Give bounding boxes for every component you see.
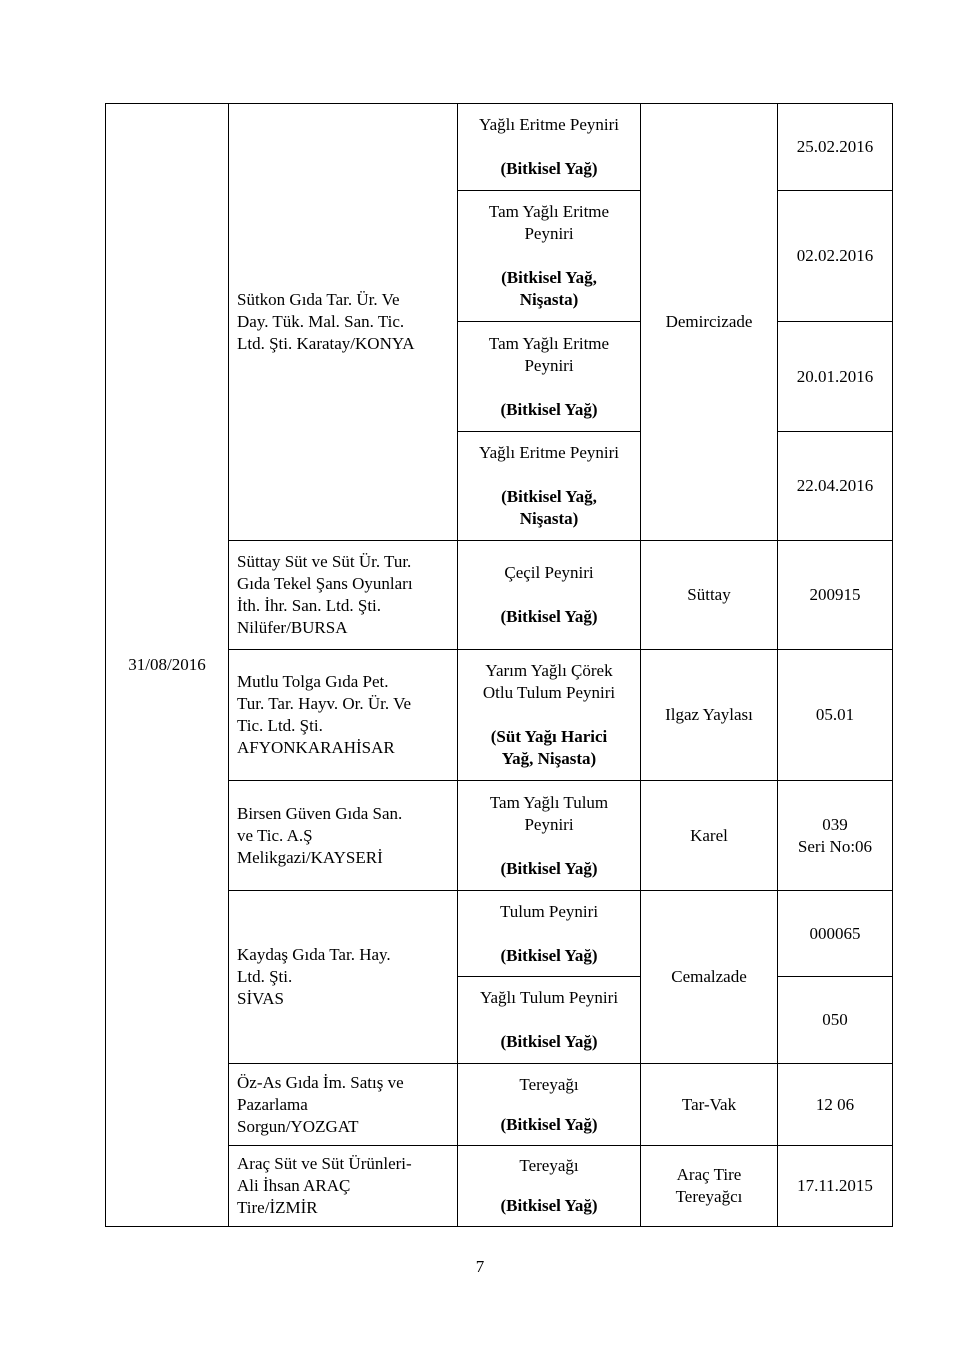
product-name: Tereyağı xyxy=(519,1156,579,1175)
lot-cell: 12 06 xyxy=(778,1064,893,1146)
product-note: (Bitkisel Yağ) xyxy=(500,858,598,878)
lot-cell: 17.11.2015 xyxy=(778,1146,893,1227)
lot-cell: 25.02.2016 xyxy=(778,104,893,191)
product-name: Yağlı Tulum Peyniri xyxy=(479,988,619,1007)
lot-cell: 039 Seri No:06 xyxy=(778,781,893,891)
product-cell xyxy=(458,891,641,977)
product-cell xyxy=(458,1146,641,1227)
company-cell: Kaydaş Gıda Tar. Hay. Ltd. Şti. SİVAS xyxy=(229,891,458,1064)
product-cell xyxy=(458,432,641,541)
product-name: Yağlı Eritme Peyniri xyxy=(479,443,619,462)
product-cell xyxy=(458,1064,641,1146)
product-cell xyxy=(458,650,641,781)
table-row xyxy=(106,104,893,191)
product-name: Tam Yağlı Tulum Peyniri xyxy=(489,792,609,834)
brand-cell: Araç Tire Tereyağcı xyxy=(641,1146,778,1227)
product-note: (Bitkisel Yağ) xyxy=(500,1032,598,1051)
product-name: Tam Yağlı Eritme Peyniri xyxy=(488,202,610,243)
company-cell: Araç Süt ve Süt Ürünleri- Ali İhsan ARAÇ Tire/İZMİR xyxy=(229,1146,458,1227)
product-cell xyxy=(458,104,641,191)
product-cell xyxy=(458,541,641,650)
lot-cell: 05.01 xyxy=(778,650,893,781)
product-note: (Bitkisel Yağ) xyxy=(500,159,598,178)
company-cell: Öz-As Gıda İm. Satış ve Pazarlama Sorgun/YOZGAT xyxy=(229,1064,458,1146)
product-cell xyxy=(458,781,641,891)
product-name: Tam Yağlı Eritme Peyniri xyxy=(488,333,610,375)
lot-cell: 200915 xyxy=(778,541,893,650)
product-note: (Bitkisel Yağ, Nişasta) xyxy=(501,487,597,528)
lot-cell: 20.01.2016 xyxy=(778,322,893,432)
lot-cell: 050 xyxy=(778,977,893,1064)
product-note: (Bitkisel Yağ, Nişasta) xyxy=(501,268,597,309)
product-note: (Bitkisel Yağ) xyxy=(500,1114,598,1134)
product-cell xyxy=(458,977,641,1064)
date-cell xyxy=(106,104,229,1227)
company-cell: Süttay Süt ve Süt Ür. Tur. Gıda Tekel Şans Oyunları İth. İhr. San. Ltd. Şti. Nilüfer/BURSA xyxy=(229,541,458,650)
product-note: (Bitkisel Yağ) xyxy=(500,607,598,626)
company-cell: Birsen Güven Gıda San. ve Tic. A.Ş Melikgazi/KAYSERİ xyxy=(229,781,458,891)
product-name: Yağlı Eritme Peyniri xyxy=(479,115,619,134)
product-note: (Bitkisel Yağ) xyxy=(500,399,598,419)
company-cell: Sütkon Gıda Tar. Ür. Ve Day. Tük. Mal. San. Tic. Ltd. Şti. Karatay/KONYA xyxy=(229,104,458,541)
product-cell xyxy=(458,191,641,322)
product-name: Tulum Peyniri xyxy=(499,901,599,921)
lot-cell: 02.02.2016 xyxy=(778,191,893,322)
product-name: Çeçil Peyniri xyxy=(504,563,594,582)
product-note: (Süt Yağı Harici Yağ, Nişasta) xyxy=(490,727,608,768)
page-number: 7 xyxy=(475,1257,485,1276)
company-cell: Mutlu Tolga Gıda Pet. Tur. Tar. Hayv. Or. Ür. Ve Tic. Ltd. Şti. AFYONKARAHİSAR xyxy=(229,650,458,781)
brand-cell: Ilgaz Yaylası xyxy=(641,650,778,781)
brand-cell: Cemalzade xyxy=(641,891,778,1064)
product-name: Yarım Yağlı Çörek Otlu Tulum Peyniri xyxy=(482,661,616,702)
product-name: Tereyağı xyxy=(519,1074,579,1094)
brand-cell: Karel xyxy=(641,781,778,891)
brand-cell: Süttay xyxy=(641,541,778,650)
lot-cell: 000065 xyxy=(778,891,893,977)
brand-cell: Demircizade xyxy=(641,104,778,541)
product-cell xyxy=(458,322,641,432)
product-table xyxy=(105,103,893,1227)
date-text: 31/08/2016 xyxy=(128,655,206,674)
lot-cell: 22.04.2016 xyxy=(778,432,893,541)
product-note: (Bitkisel Yağ) xyxy=(500,1196,598,1215)
brand-cell: Tar-Vak xyxy=(641,1064,778,1146)
product-note: (Bitkisel Yağ) xyxy=(500,945,598,965)
